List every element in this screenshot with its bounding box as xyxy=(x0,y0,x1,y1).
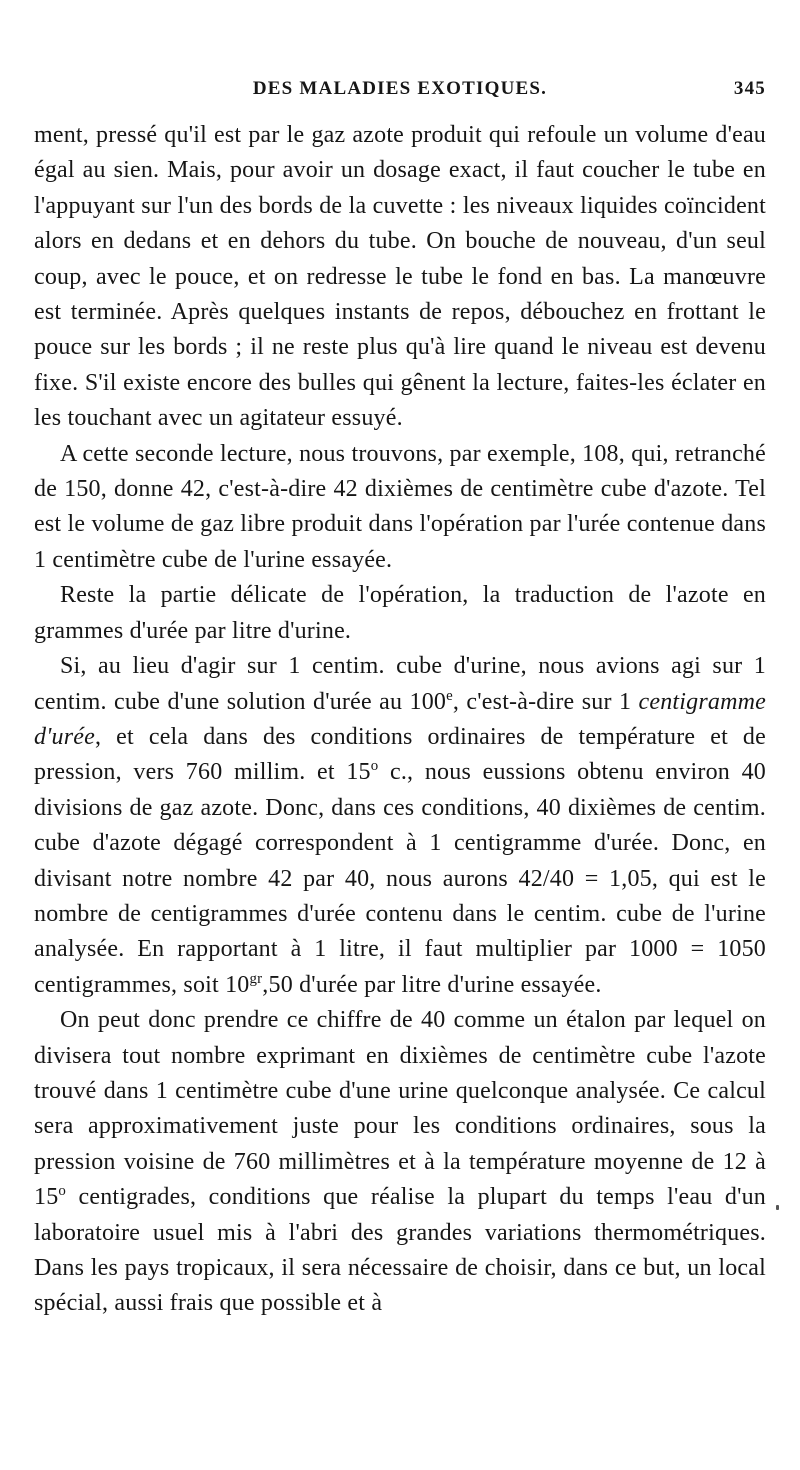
text-run: ,50 d'urée par litre d'urine essayée. xyxy=(262,971,602,998)
text-run: , et cela dans des conditions ordinaires de température et de pression, vers 760 millim. et 15 xyxy=(34,723,766,786)
text-run: c., nous eussions obtenu environ 40 divisions de gaz azote. Donc, dans ces conditions, 40 dixièmes de centim. cube d'azote dégagé correspondent à 1 centigramme d'urée. Donc, en divisant notre nombre 42 par 40, nous aurons 42/40 = 1,05, qui est le nombre de centigrammes d'urée contenu dans le centim. cube de l'urine analysée. En rapportant à 1 litre, il faut multiplier par 1000 = 1050 centigrammes, soit 10 xyxy=(34,759,766,998)
paragraph-calculation xyxy=(34,649,766,1003)
page-number: 345 xyxy=(733,78,766,99)
superscript: e xyxy=(446,687,453,704)
text-run: centigrades, conditions que réalise la plupart du temps l'eau d'un laboratoire usuel mis à l'abri des grandes variations thermométriques. Dans les pays tropicaux, il sera nécessaire de choisir, dans ce but, un local spécial, aussi frais que possible et à xyxy=(34,1184,766,1317)
running-title: DES MALADIES EXOTIQUES. xyxy=(252,78,548,99)
body-text xyxy=(34,118,766,1322)
text-run: On peut donc prendre ce chiffre de 40 comme un étalon par lequel on divisera tout nombre exprimant en dixièmes de centimètre cube l'azote trouvé dans 1 centimètre cube d'une urine quelconque analysée. Ce calcul sera approximativement juste pour les conditions ordinaires, sous la pression voisine de 760 millimètres et à la température moyenne de 12 à 15 xyxy=(34,1007,766,1211)
superscript: gr xyxy=(249,970,263,987)
paragraph-continued: ment, pressé qu'il est par le gaz azote produit qui refoule un volume d'eau égal au sien. Mais, pour avoir un dosage exact, il faut coucher le tube en l'appuyant sur l'un des bords de la cuvette : les niveaux liquides coïncident alors en dedans et en dehors du tube. On bouche de nouveau, d'un seul coup, avec le pouce, et on redresse le tube le fond en bas. La manœuvre est terminée. Après quelques instants de repos, débouchez en frottant le pouce sur les bords ; il ne reste plus qu'à lire quand le niveau est devenu fixe. S'il existe encore des bulles qui gênent la lecture, faites-les éclater en les touchant avec un agitateur essuyé. xyxy=(34,122,766,432)
margin-speck xyxy=(776,1205,779,1210)
running-header xyxy=(34,78,766,104)
italic-emphasis: centigramme d'urée xyxy=(34,688,766,750)
superscript: o xyxy=(58,1183,67,1200)
paragraph-second-reading: A cette seconde lecture, nous trouvons, par exemple, 108, qui, retranché de 150, donne 42, c'est-à-dire 42 dixièmes de centimètre cube d'azote. Tel est le volume de gaz libre produit dans l'opération par l'urée contenue dans 1 centimètre cube de l'urine essayée. xyxy=(34,440,766,573)
superscript: o xyxy=(370,758,379,775)
paragraph-standard xyxy=(34,1003,766,1322)
paragraph-translation: Reste la partie délicate de l'opération, la traduction de l'azote en grammes d'urée par litre d'urine. xyxy=(34,582,766,644)
text-run: , c'est-à-dire sur 1 xyxy=(452,688,639,715)
text-run: Si, au lieu d'agir sur 1 centim. cube d'urine, nous avions agi sur 1 centim. cube d'une solution d'urée au 100 xyxy=(34,653,766,715)
